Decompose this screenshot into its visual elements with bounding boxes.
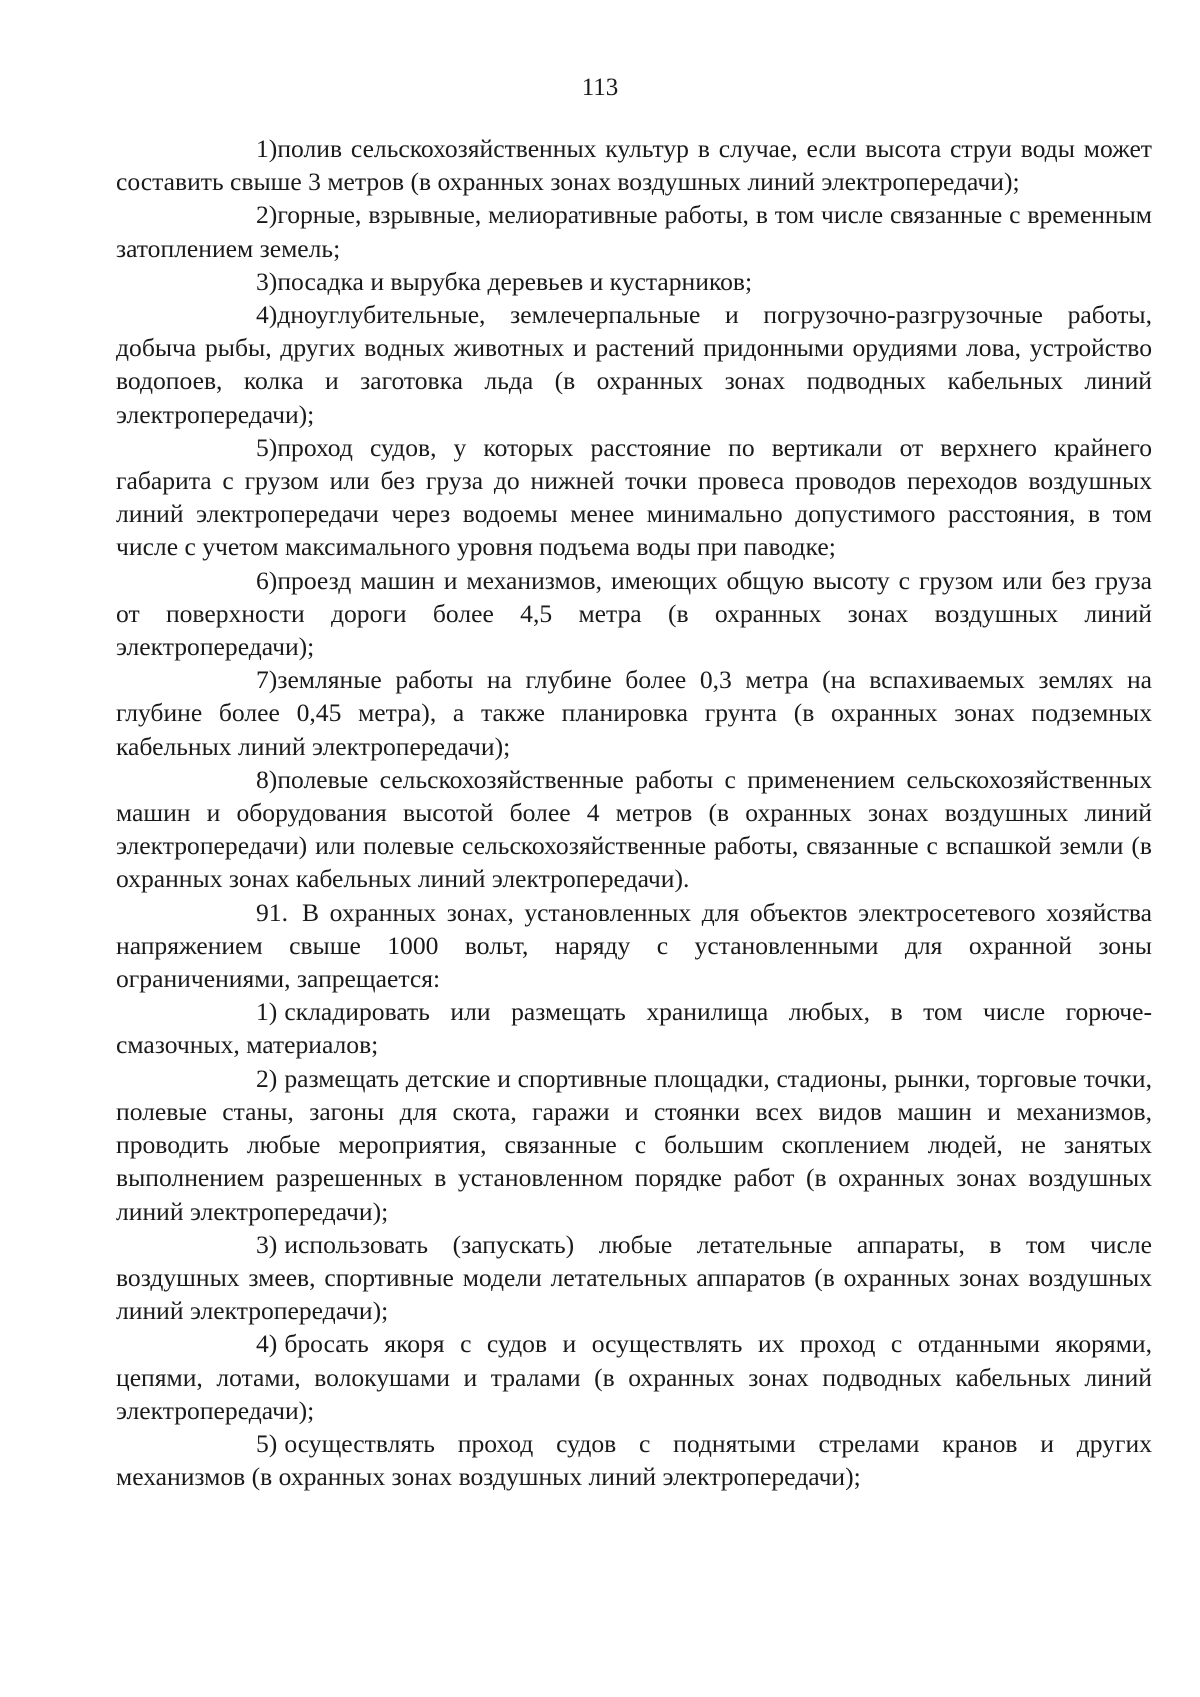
list-item (116, 995, 1152, 1061)
list-item (116, 663, 1152, 763)
item-text: дноуглубительные, землечерпальные и погрузочно-разгрузочные работы, добыча рыбы, других водных животных и растений придонными орудиями лова, устройство водопоев, колка и заготовка льда (в охранных зонах подводных кабельных линий электропередачи); (116, 300, 1152, 429)
list-item (116, 763, 1152, 896)
item-number: 3) (256, 1229, 278, 1259)
item-number: 2) (256, 1063, 278, 1093)
item-number: 1) (256, 997, 278, 1027)
item-text: осуществлять проход судов с поднятыми стрелами кранов и других механизмов (в охранных зонах воздушных линий электропередачи); (116, 1428, 1152, 1492)
item-text: полив сельскохозяйственных культур в случае, если высота струи воды может составить свыше 3 метров (в охранных зонах воздушных линий электропередачи); (116, 134, 1152, 197)
item-number: 4) (256, 300, 278, 330)
item-number: 2) (256, 200, 278, 230)
item-text: размещать детские и спортивные площадки, стадионы, рынки, торговые точки, полевые станы, загоны для скота, гаражи и стоянки всех видов машин и механизмов, проводить любые мероприятия, связанные с большим скоплением людей, не занятых выполнением разрешенных в установленном порядке работ (в охранных зонах воздушных линий электропередачи); (116, 1063, 1152, 1226)
list-item (116, 132, 1152, 198)
list-item (116, 198, 1152, 264)
item-text: земляные работы на глубине более 0,3 метра (на вспахиваемых землях на глубине более 0,45 метра), а также планировка грунта (в охранных зонах подземных кабельных линий электропередачи); (116, 665, 1152, 761)
list-item (116, 1327, 1152, 1427)
item-number: 5) (256, 432, 278, 462)
list-item (116, 1427, 1152, 1493)
item-number: 5) (256, 1428, 278, 1458)
clause-number: 91. (256, 897, 288, 927)
list-item (116, 298, 1152, 431)
item-number: 4) (256, 1329, 278, 1359)
item-number: 6) (256, 565, 278, 595)
item-number: 1) (256, 134, 278, 163)
clause-text: В охранных зонах, установленных для объектов электросетевого хозяйства напряжением свыше 1000 вольт, наряду с установленными для охранной зоны ограничениями, запрещается: (116, 897, 1152, 994)
list-item (116, 431, 1152, 564)
item-number: 7) (256, 665, 278, 695)
item-text: посадка и вырубка деревьев и кустарников; (277, 266, 753, 296)
list-item (116, 265, 1152, 298)
clause-91 (116, 896, 1152, 996)
list-item (116, 1228, 1152, 1328)
document-body (116, 132, 1152, 1493)
item-text: полевые сельскохозяйственные работы с применением сельскохозяйственных машин и оборудования высотой более 4 метров (в охранных зонах воздушных линий электропередачи) или полевые сельскохозяйственные работы, связанные с вспашкой земли (в охранных зонах кабельных линий электропередачи). (116, 764, 1152, 894)
item-text: использовать (запускать) любые летательные аппараты, в том числе воздушных змеев, спортивные модели летательных аппаратов (в охранных зонах воздушных линий электропередачи); (116, 1229, 1152, 1326)
item-number: 8) (256, 764, 278, 794)
item-text: горные, взрывные, мелиоративные работы, в том числе связанные с временным затоплением земель; (116, 200, 1152, 263)
item-text: проход судов, у которых расстояние по вертикали от верхнего крайнего габарита с грузом или без груза до нижней точки провеса проводов переходов воздушных линий электропередачи через водоемы менее минимально допустимого расстояния, в том числе с учетом максимального уровня подъема воды при паводке; (116, 432, 1152, 562)
item-number: 3) (256, 266, 278, 296)
list-item (116, 1062, 1152, 1228)
item-text: проезд машин и механизмов, имеющих общую высоту с грузом или без груза от поверхности дороги более 4,5 метра (в охранных зонах воздушных линий электропередачи); (116, 565, 1152, 662)
item-text: бросать якоря с судов и осуществлять их проход с отданными якорями, цепями, лотами, волокушами и тралами (в охранных зонах подводных кабельных линий электропередачи); (116, 1329, 1152, 1425)
list-item (116, 564, 1152, 664)
item-text: складировать или размещать хранилища любых, в том числе горюче-смазочных, материалов; (116, 997, 1152, 1060)
page-number: 113 (581, 74, 619, 101)
